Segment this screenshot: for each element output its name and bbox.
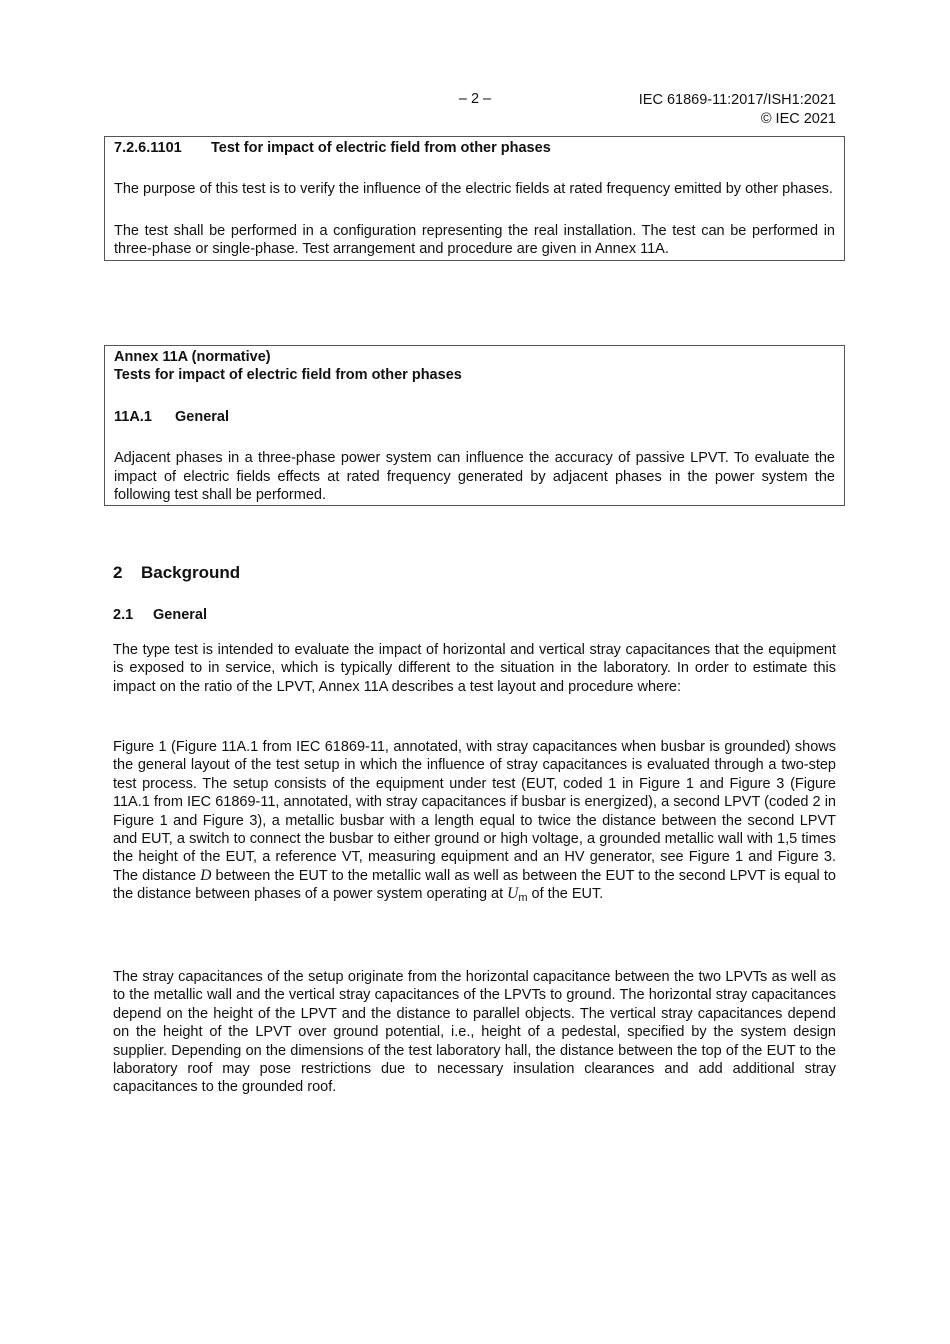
section-title: Background	[141, 563, 241, 582]
clause-number: 7.2.6.1101	[114, 140, 182, 156]
clause-paragraph-2: The test shall be performed in a configuration representing the real installation. The test can be performed in three-phase or single-phase. Test arrangement and procedure are given in Annex 11A.	[114, 222, 835, 258]
section-number: 2	[113, 563, 123, 582]
variable-u: U	[507, 885, 519, 903]
background-paragraph-2: Figure 1 (Figure 11A.1 from IEC 61869-11, annotated, with stray capacitances when busbar is grounded) shows the general layout of the test setup in which the influence of stray capacitances is evaluated through a two-step test process. The setup consists of the equipment under test (EUT, coded 1 in Figure 1 and Figure 3 (Figure 11A.1 from IEC 61869-11, annotated, with stray capacitances if busbar is energized), a second LPVT (coded 2 in Figure 1 and Figure 3), a metallic busbar with a length equal to twice the distance between the second LPVT and EUT, a switch to connect the busbar to either ground or high voltage, a grounded metallic wall with 1,5 times the height of the EUT, a reference VT, measuring equipment and an HV generator, see Figure 1 and Figure 3. The distance D between the EUT to the metallic wall as well as between the EUT to the second LPVT is equal to the distance between phases of a power system operating at $U_m$ of the EUT.	[113, 739, 836, 905]
clause-title: Test for impact of electric field from other phases	[211, 140, 551, 156]
copyright: © IEC 2021	[760, 111, 836, 127]
document-reference	[639, 91, 836, 129]
subsection-title: General	[153, 607, 207, 623]
page-number: – 2 –	[458, 91, 492, 107]
subsection-heading	[113, 607, 207, 623]
background-paragraph-1: The type test is intended to evaluate the impact of horizontal and vertical stray capacitances that the equipment is exposed to in service, which is typically different to the situation in the laboratory. In order to estimate this impact on the ratio of the LPVT, Annex 11A describes a test layout and procedure where:	[113, 642, 836, 695]
clause-box	[104, 136, 845, 261]
annex-sub-title: General	[175, 408, 229, 425]
variable-d: D	[200, 866, 212, 884]
annex-label: Annex 11A (normative)	[114, 349, 271, 365]
document-id: IEC 61869-11:2017/ISH1:2021	[638, 92, 836, 108]
clause-heading	[114, 139, 835, 157]
annex-sub-number: 11A.1	[114, 408, 152, 425]
section-heading	[113, 563, 240, 583]
background-paragraph-3: The stray capacitances of the setup originate from the horizontal capacitance between the two LPVTs as well as to the metallic wall and the vertical stray capacitances of the LPVTs to ground. The horizontal stray capacitances depend on the height of the LPVT and the distance to parallel objects. The vertical stray capacitances depend on the height of the LPVT over ground potential, i.e., height of a pedestal, specified by the system design supplier. Depending on the dimensions of the test laboratory hall, the distance between the top of the EUT to the laboratory roof may pose restrictions due to necessary insulation clearances and add additional stray capacitances to the grounded roof.	[113, 969, 836, 1096]
annex-paragraph: Adjacent phases in a three-phase power system can influence the accuracy of passive LPVT. To evaluate the impact of electric fields effects at rated frequency generated by adjacent phases in the power system the following test shall be performed.	[114, 450, 835, 504]
clause-paragraph-1: The purpose of this test is to verify the influence of the electric fields at rated frequency emitted by other phases.	[114, 181, 833, 198]
annex-title: Tests for impact of electric field from other phases	[114, 367, 462, 384]
subsection-number: 2.1	[113, 607, 134, 623]
annex-box	[104, 345, 845, 506]
annex-subheading	[114, 408, 835, 426]
variable-u-subscript: m	[518, 892, 528, 905]
